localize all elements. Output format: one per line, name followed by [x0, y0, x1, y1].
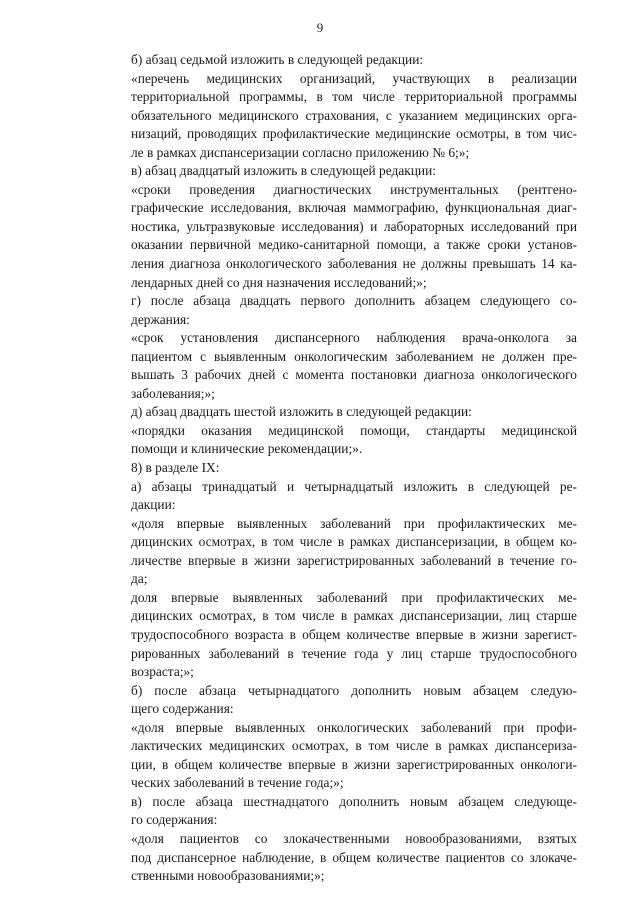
text-line: ле в рамках диспансеризации согласно приложению № 6;»;: [131, 144, 470, 160]
text-line: под диспансерное наблюдение, в общем количестве пациентов со злокаче-: [131, 849, 577, 865]
text-line: «доля пациентов со злокачественными новообразованиями, взятых: [131, 830, 577, 846]
text-line: в) после абзаца шестнадцатого дополнить новым абзацем следующе-: [131, 793, 577, 809]
text-line: а) абзацы тринадцатый и четырнадцатый изложить в следующей ре-: [131, 478, 577, 494]
paragraph: [116, 719, 577, 793]
text-line: ческих заболеваний в течение года;»;: [131, 775, 344, 791]
text-line: низаций, проводящих профилактические медицинские осмотры, в том чис-: [131, 126, 577, 142]
text-line: «сроки проведения диагностических инструментальных (рентгено-: [131, 181, 577, 197]
text-line: д) абзац двадцать шестой изложить в следующей редакции:: [131, 404, 472, 420]
text-line: ственными новообразованиями;»;: [131, 868, 325, 884]
paragraph: [116, 70, 577, 163]
text-line: трудоспособного возраста в общем количестве впервые в жизни зарегист-: [131, 626, 577, 642]
paragraph: [116, 478, 577, 515]
paragraph: [116, 292, 577, 329]
document-body: [116, 51, 577, 886]
text-line: графические исследования, включая маммографию, функциональная диаг-: [131, 200, 577, 216]
text-line: оказании первичной медико-санитарной помощи, а также сроки установ-: [131, 237, 577, 253]
text-line: го содержания:: [131, 812, 218, 828]
paragraph: [116, 830, 577, 886]
text-line: б) абзац седьмой изложить в следующей редакции:: [131, 52, 424, 67]
paragraph: [116, 51, 577, 70]
text-line: лендарных дней со дня назначения исследований;»;: [131, 274, 427, 290]
text-line: дицинских осмотрах, в том числе в рамках диспансеризации, в общем ко-: [131, 534, 577, 550]
text-line: обязательного медицинского страхования, с указанием медицинских орга-: [131, 107, 577, 123]
text-line: 8) в разделе IX:: [131, 460, 220, 476]
text-line: в) абзац двадцатый изложить в следующей редакции:: [131, 163, 436, 179]
paragraph: [116, 403, 577, 422]
paragraph: [116, 422, 577, 459]
text-line: вышать 3 рабочих дней с момента постановки диагноза онкологического: [131, 367, 577, 383]
text-line: пациентом с выявленным онкологическим заболеванием не должен пре-: [131, 348, 577, 364]
text-line: заболевания;»;: [131, 385, 215, 401]
paragraph: [116, 682, 577, 719]
text-line: помощи и клинические рекомендации;».: [131, 441, 363, 457]
text-line: держания:: [131, 311, 190, 327]
paragraph: [116, 515, 577, 589]
text-line: «доля впервые выявленных заболеваний при профилактических ме-: [131, 515, 577, 531]
text-line: б) после абзаца четырнадцатого дополнить новым абзацем следую-: [131, 682, 577, 698]
text-line: ностика, ультразвуковые исследования) и лабораторных исследований при: [131, 218, 577, 234]
paragraph: [116, 589, 577, 682]
text-line: личестве впервые в жизни зарегистрированных заболеваний в течение го-: [131, 552, 577, 568]
text-line: дицинских осмотрах, в том числе в рамках диспансеризации, лиц старше: [131, 608, 577, 624]
text-line: щего содержания:: [131, 701, 234, 717]
text-line: «порядки оказания медицинской помощи, стандарты медицинской: [131, 422, 577, 438]
paragraph: [116, 181, 577, 292]
paragraph: [116, 162, 577, 181]
paragraph: [116, 793, 577, 830]
text-line: доля впервые выявленных заболеваний при профилактических ме-: [131, 589, 577, 605]
text-line: дакции:: [131, 497, 176, 513]
text-line: рированных заболеваний в течение года у лиц старше трудоспособного: [131, 645, 577, 661]
text-line: ции, в общем количестве впервые в жизни зарегистрированных онкологи-: [131, 756, 577, 772]
text-line: «срок установления диспансерного наблюдения врача-онколога за: [131, 330, 577, 346]
text-line: «доля впервые выявленных онкологических заболеваний при профи-: [131, 719, 577, 735]
text-line: да;: [131, 571, 148, 587]
page-number: 9: [316, 20, 324, 35]
text-line: ления диагноза онкологического заболевания не должны превышать 14 ка-: [131, 256, 577, 272]
text-line: территориальной программы, в том числе территориальной программы: [131, 89, 577, 105]
text-line: г) после абзаца двадцать первого дополнить абзацем следующего со-: [131, 293, 577, 309]
text-line: лактических медицинских осмотрах, в том числе в рамках диспансериза-: [131, 738, 577, 754]
text-line: «перечень медицинских организаций, участвующих в реализации: [131, 70, 577, 86]
paragraph: [116, 329, 577, 403]
paragraph: [116, 459, 577, 478]
text-line: возраста;»;: [131, 664, 194, 680]
